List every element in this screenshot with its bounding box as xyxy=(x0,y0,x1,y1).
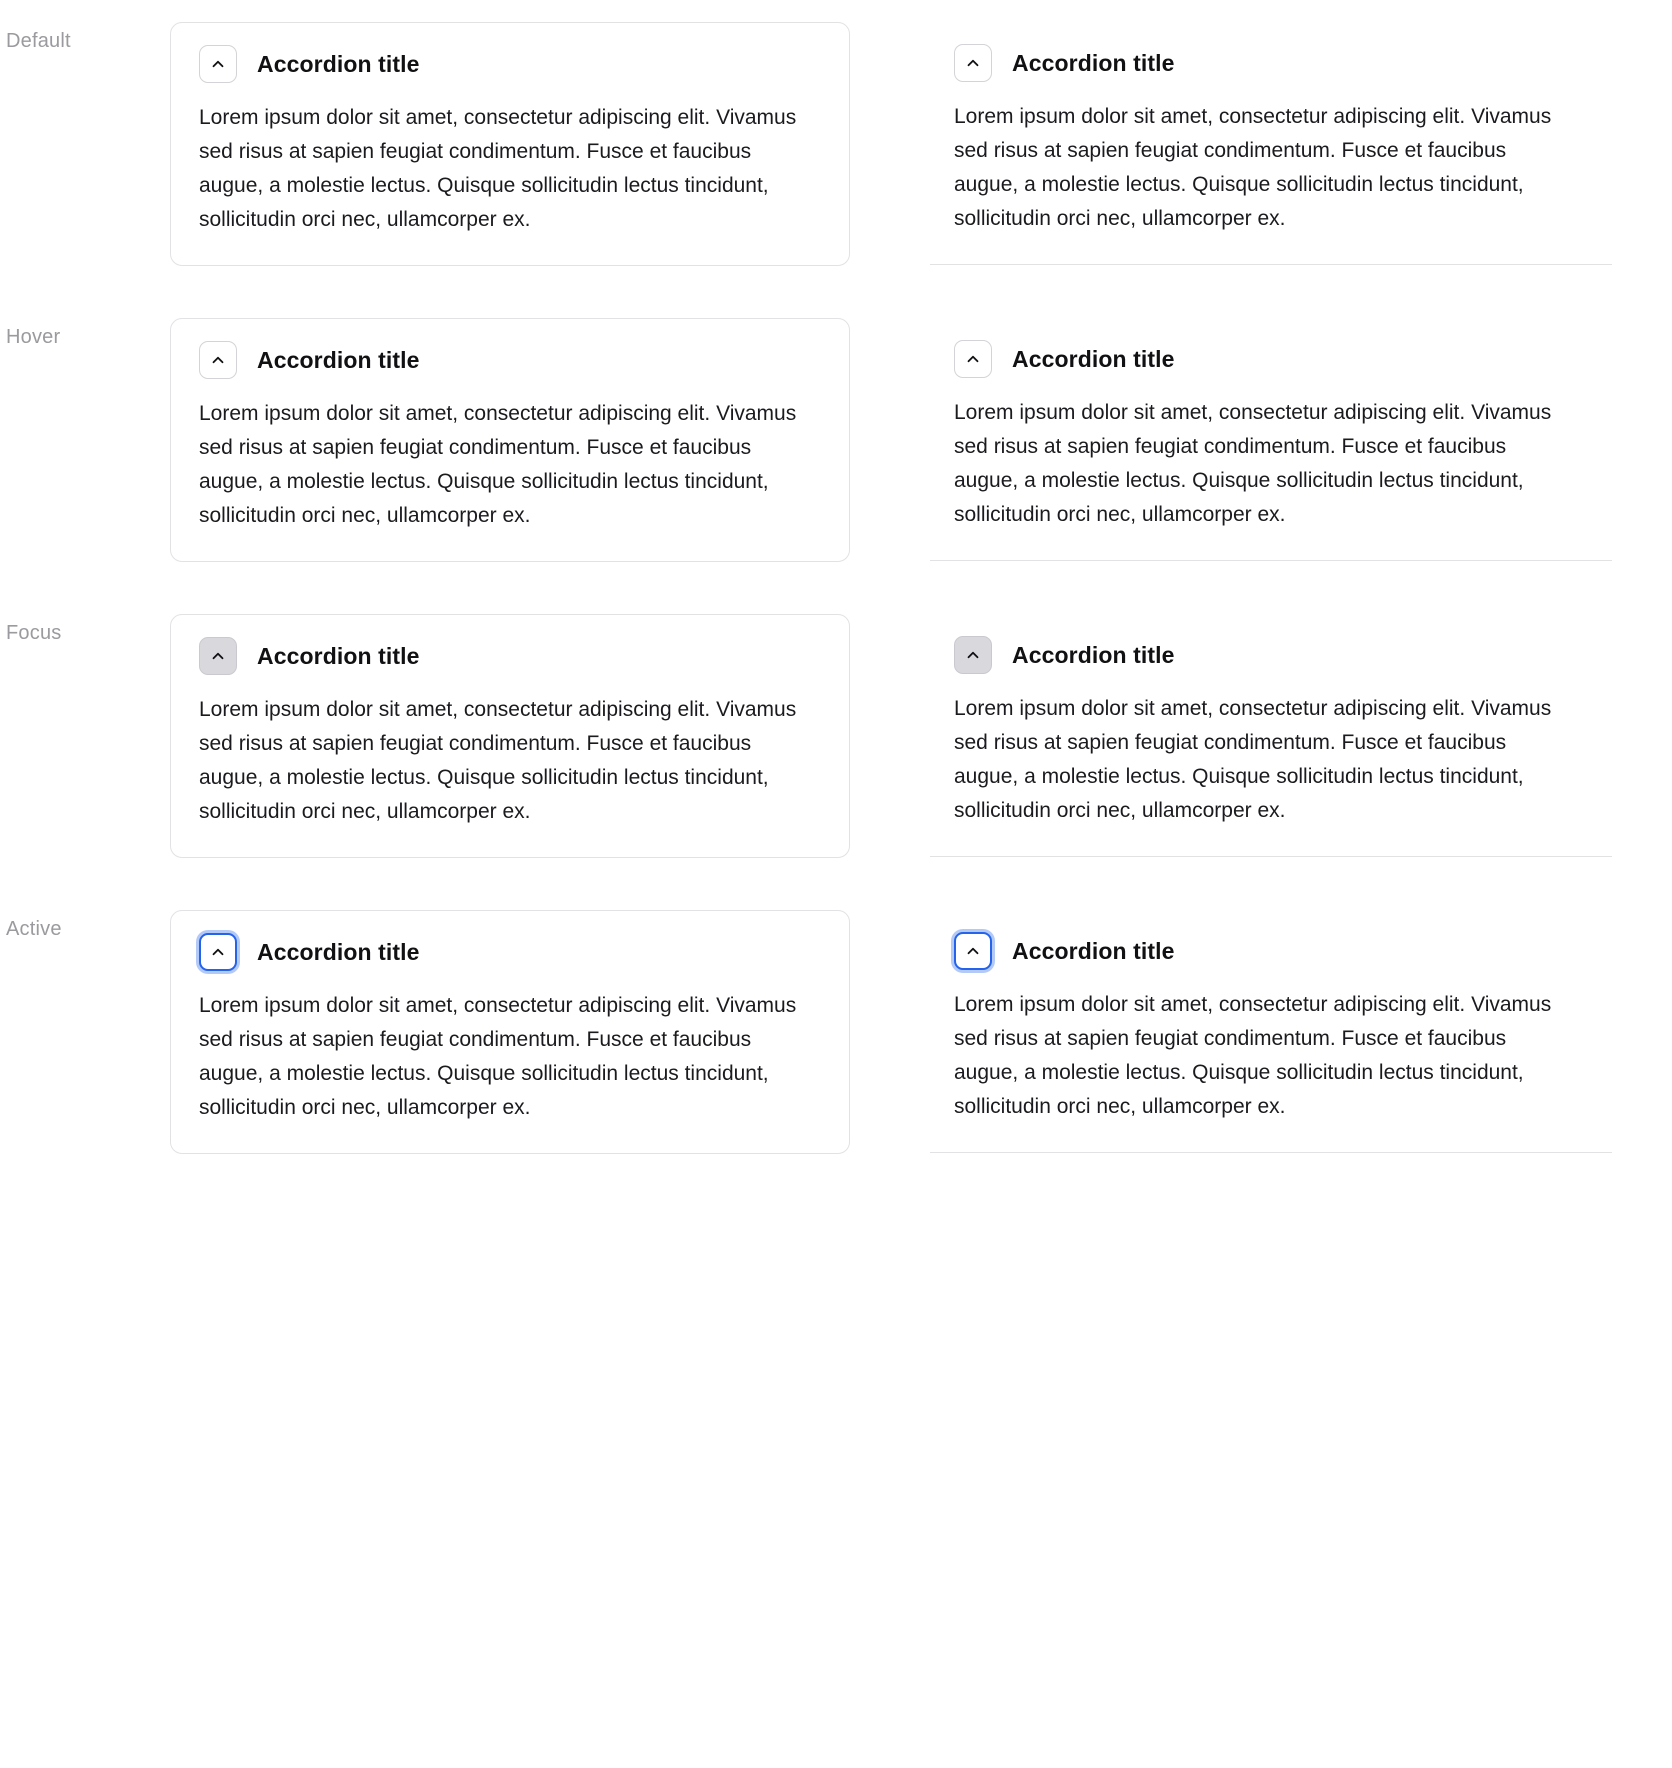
accordion-title: Accordion title xyxy=(257,346,420,373)
chevron-up-icon[interactable] xyxy=(954,636,992,674)
accordion-cell-focus-boxed xyxy=(170,592,930,888)
state-label-default: Default xyxy=(6,30,71,52)
accordion-header[interactable] xyxy=(199,933,821,971)
accordion-header[interactable] xyxy=(954,932,1602,970)
accordion-header[interactable] xyxy=(199,45,821,83)
accordion-body: Lorem ipsum dolor sit amet, consectetur adipiscing elit. Vivamus sed risus at sapien feugiat condimentum. Fusce et faucibus augue, a molestie lectus. Quisque sollicitudin lectus tincidunt, sollicitudin orci nec, ullamcorper ex. xyxy=(954,401,1552,527)
accordion-body: Lorem ipsum dolor sit amet, consectetur adipiscing elit. Vivamus sed risus at sapien feugiat condimentum. Fusce et faucibus augue, a molestie lectus. Quisque sollicitudin lectus tincidunt, sollicitudin orci nec, ullamcorper ex. xyxy=(954,697,1552,823)
chevron-up-icon[interactable] xyxy=(954,932,992,970)
state-label-focus: Focus xyxy=(6,622,62,645)
chevron-up-icon[interactable] xyxy=(199,45,237,83)
state-label-active: Active xyxy=(6,918,62,941)
accordion-body: Lorem ipsum dolor sit amet, consectetur adipiscing elit. Vivamus sed risus at sapien feugiat condimentum. Fusce et faucibus augue, a molestie lectus. Quisque sollicitudin lectus tincidunt, sollicitudin orci nec, ullamcorper ex. xyxy=(199,106,797,232)
accordion-title: Accordion title xyxy=(1012,345,1175,372)
accordion-title: Accordion title xyxy=(257,938,420,965)
accordion-cell-hover-plain xyxy=(930,296,1672,592)
chevron-up-icon[interactable] xyxy=(954,44,992,82)
accordion-header[interactable] xyxy=(199,341,821,379)
accordion-title: Accordion title xyxy=(1012,49,1175,76)
accordion-header[interactable] xyxy=(199,637,821,675)
accordion-focus-plain[interactable] xyxy=(930,614,1612,857)
accordion-title: Accordion title xyxy=(1012,641,1175,668)
accordion-body: Lorem ipsum dolor sit amet, consectetur adipiscing elit. Vivamus sed risus at sapien feugiat condimentum. Fusce et faucibus augue, a molestie lectus. Quisque sollicitudin lectus tincidunt, sollicitudin orci nec, ullamcorper ex. xyxy=(199,402,797,528)
accordion-cell-default-boxed xyxy=(170,0,930,296)
accordion-cell-active-boxed xyxy=(170,888,930,1184)
chevron-up-icon[interactable] xyxy=(954,340,992,378)
accordion-focus-boxed[interactable] xyxy=(170,614,850,858)
accordion-body: Lorem ipsum dolor sit amet, consectetur adipiscing elit. Vivamus sed risus at sapien feugiat condimentum. Fusce et faucibus augue, a molestie lectus. Quisque sollicitudin lectus tincidunt, sollicitudin orci nec, ullamcorper ex. xyxy=(199,994,797,1120)
accordion-default-plain[interactable] xyxy=(930,22,1612,265)
accordion-cell-active-plain xyxy=(930,888,1672,1184)
accordion-title: Accordion title xyxy=(1012,937,1175,964)
accordion-active-plain[interactable] xyxy=(930,910,1612,1153)
accordion-cell-default-plain xyxy=(930,0,1672,296)
accordion-header[interactable] xyxy=(954,636,1602,674)
accordion-title: Accordion title xyxy=(257,50,420,77)
accordion-body: Lorem ipsum dolor sit amet, consectetur adipiscing elit. Vivamus sed risus at sapien feugiat condimentum. Fusce et faucibus augue, a molestie lectus. Quisque sollicitudin lectus tincidunt, sollicitudin orci nec, ullamcorper ex. xyxy=(954,105,1552,231)
chevron-up-icon[interactable] xyxy=(199,637,237,675)
accordion-cell-focus-plain xyxy=(930,592,1672,888)
accordion-default-boxed[interactable] xyxy=(170,22,850,266)
accordion-hover-plain[interactable] xyxy=(930,318,1612,561)
accordion-hover-boxed[interactable] xyxy=(170,318,850,562)
accordion-header[interactable] xyxy=(954,44,1602,82)
accordion-title: Accordion title xyxy=(257,642,420,669)
accordion-body: Lorem ipsum dolor sit amet, consectetur adipiscing elit. Vivamus sed risus at sapien feugiat condimentum. Fusce et faucibus augue, a molestie lectus. Quisque sollicitudin lectus tincidunt, sollicitudin orci nec, ullamcorper ex. xyxy=(954,993,1552,1119)
chevron-up-icon[interactable] xyxy=(199,933,237,971)
chevron-up-icon[interactable] xyxy=(199,341,237,379)
accordion-header[interactable] xyxy=(954,340,1602,378)
state-label-hover: Hover xyxy=(6,326,61,349)
accordion-cell-hover-boxed xyxy=(170,296,930,592)
accordion-body: Lorem ipsum dolor sit amet, consectetur adipiscing elit. Vivamus sed risus at sapien feugiat condimentum. Fusce et faucibus augue, a molestie lectus. Quisque sollicitudin lectus tincidunt, sollicitudin orci nec, ullamcorper ex. xyxy=(199,698,797,824)
accordion-active-boxed[interactable] xyxy=(170,910,850,1154)
